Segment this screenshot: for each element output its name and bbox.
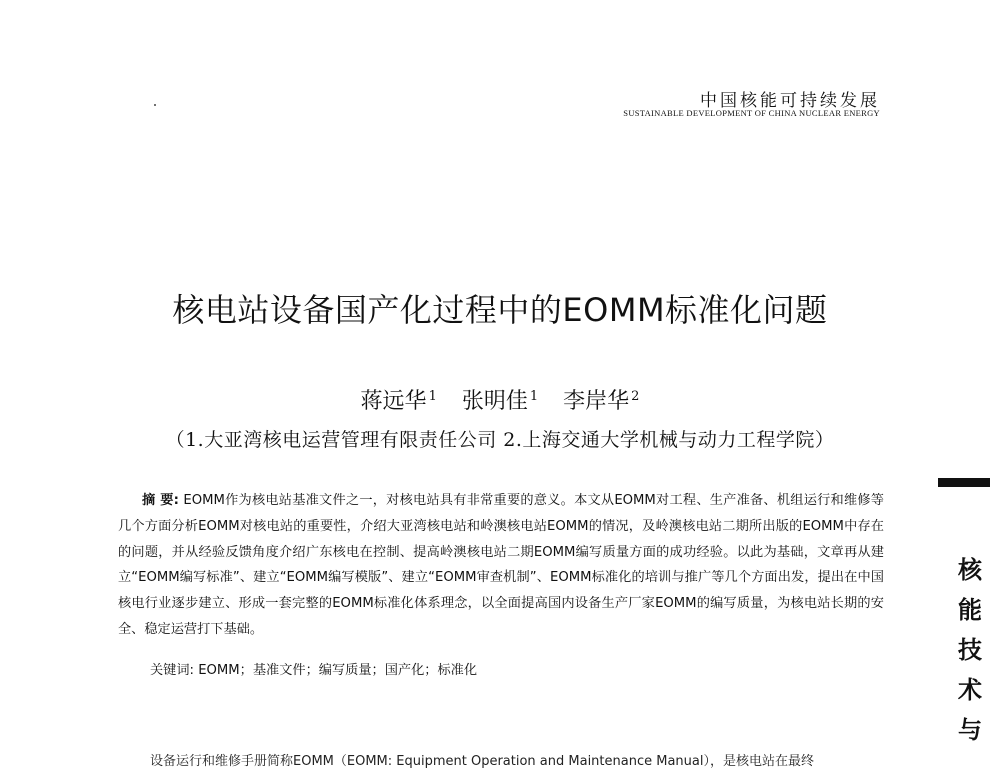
keywords-text: EOMM；基准文件；编写质量；国产化；标准化 [198, 663, 478, 678]
body-text-start: 设备运行和维修手册简称EOMM（EOMM: Equipment Operation and Maintenance Manual），是核电站在最终 [150, 754, 814, 769]
sidebar-char: 核 [958, 555, 982, 584]
affiliation: （1.大亚湾核电运营管理有限责任公司 2.上海交通大学机械与动力工程学院） [165, 429, 835, 451]
abstract [118, 488, 884, 643]
abstract-text: EOMM作为核电站基准文件之一，对核电站具有非常重要的意义。本文从EOMM对工程、生产准备、机组运行和维修等几个方面分析EOMM对核电站的重要性，介绍大亚湾核电站和岭澳核电站EOMM的情况，及岭澳核电站二期所出版的EOMM中存在的问题，并从经验反馈角度介绍广东核电在控制、提高岭澳核电站二期EOMM编写质量方面的成功经验。以此为基础，文章再从建立“EOMM编写标准”、建立“EOMM编写模版”、建立“EOMM审查机制”、EOMM标准化的培训与推广等几个方面出发，提出在中国核电行业逐步建立、形成一套完整的EOMM标准化体系理念，以全面提高国内设备生产厂家EOMM的编写质量，为核电站长期的安全、稳定运营打下基础。 [118, 493, 884, 637]
journal-title-en: SUSTAINABLE DEVELOPMENT OF CHINA NUCLEAR ENERGY [623, 108, 880, 118]
sidebar-bar [938, 478, 990, 487]
journal-title-cn: 中国核能可持续发展 [700, 91, 880, 111]
scan-speck [154, 104, 156, 106]
author-3: 李岸华 $^2$ [563, 388, 640, 414]
sidebar-char: 技 [958, 635, 982, 664]
sidebar-char: 术 [958, 675, 982, 704]
author-2: 张明佳 $^1$ [461, 388, 539, 414]
abstract-label: 摘 要: [142, 493, 179, 508]
keywords [150, 659, 477, 678]
sidebar-vertical-title [955, 550, 985, 750]
paper-title: 核电站设备国产化过程中的EOMM标准化问题 [172, 291, 828, 329]
sidebar-char: 与 [958, 715, 982, 744]
keywords-label: 关键词: [150, 663, 195, 678]
author-1: 蒋远华 $^1$ [360, 388, 437, 414]
sidebar-char: 能 [958, 595, 982, 624]
author-list [0, 384, 1000, 415]
